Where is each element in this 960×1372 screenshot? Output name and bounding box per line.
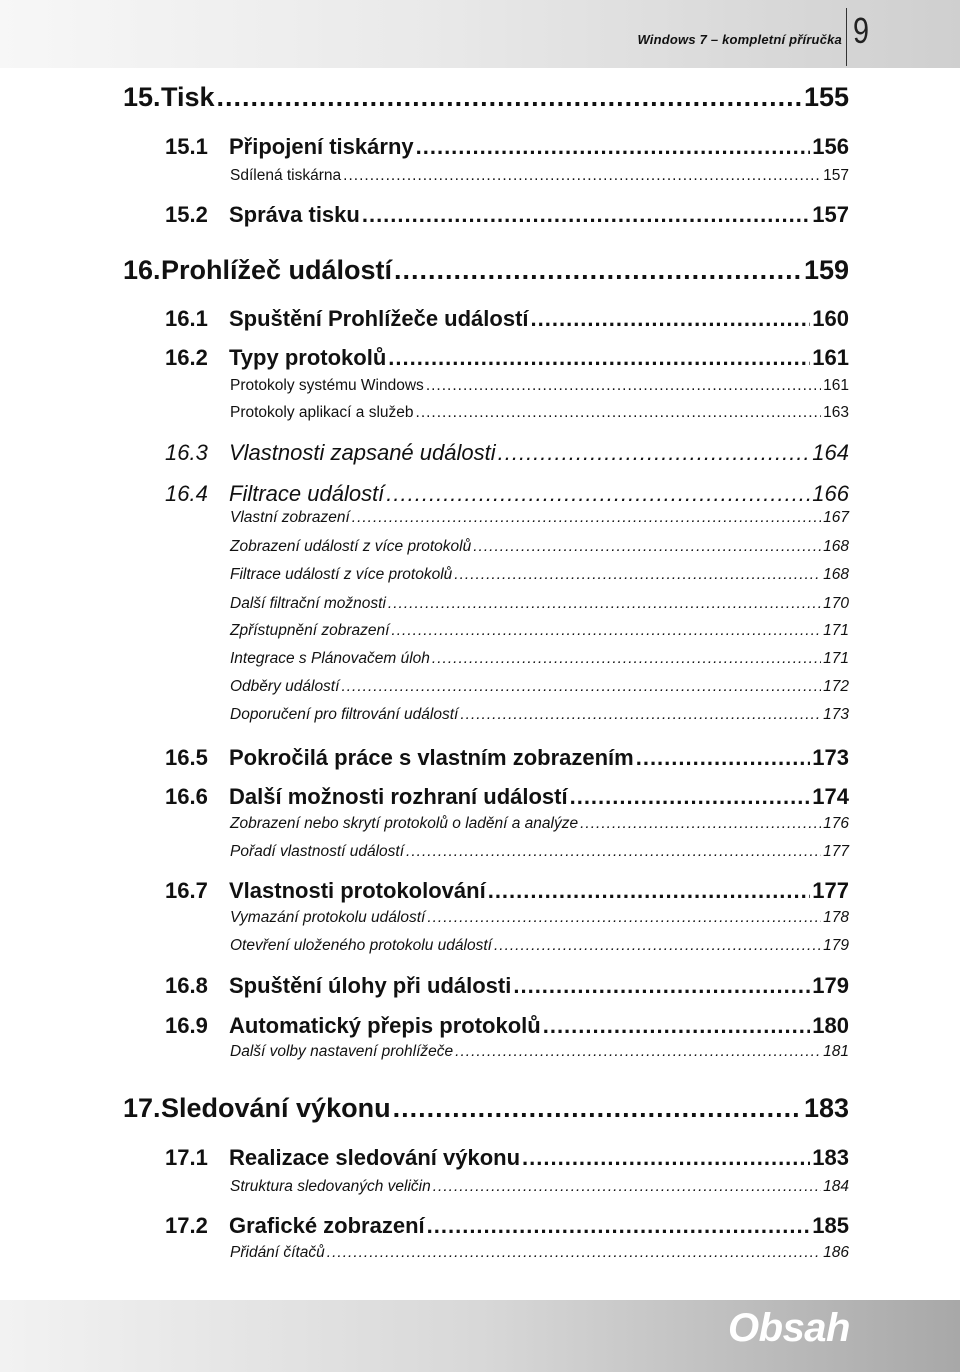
toc-entry xyxy=(165,745,849,771)
toc-leader-dots xyxy=(352,509,821,527)
toc-entry-title: Sledování výkonu xyxy=(161,1093,391,1123)
toc-entry xyxy=(230,404,849,422)
toc-entry-page: 171 xyxy=(823,650,849,667)
toc-entry-title: Automatický přepis protokolů xyxy=(229,1013,541,1038)
toc-entry-title: Otevření uloženého protokolu událostí xyxy=(230,937,492,954)
toc-leader-dots xyxy=(454,566,821,584)
toc-entry xyxy=(230,509,849,527)
toc-entry-title: Doporučení pro filtrování událostí xyxy=(230,706,459,723)
toc-entry-title: Grafické zobrazení xyxy=(229,1213,425,1238)
toc-leader-dots xyxy=(433,1178,821,1196)
toc-entry-number: 15.1 xyxy=(165,134,208,159)
toc-entry-number: 16.9 xyxy=(165,1013,208,1038)
toc-entry-title: Pokročilá práce s vlastním zobrazením xyxy=(229,745,634,770)
toc-entry-page: 164 xyxy=(812,440,849,465)
toc-entry xyxy=(165,973,849,999)
toc-leader-dots xyxy=(217,82,802,113)
toc-entry-title: Prohlížeč událostí xyxy=(161,255,393,285)
toc-entry xyxy=(230,1043,849,1061)
toc-leader-dots xyxy=(343,167,821,185)
toc-entry-title: Spuštění Prohlížeče událostí xyxy=(229,306,529,331)
toc-entry-number: 16.1 xyxy=(165,306,208,331)
toc-leader-dots xyxy=(341,678,821,696)
toc-leader-dots xyxy=(391,622,821,640)
toc-entry-title: Sdílená tiskárna xyxy=(230,167,342,184)
toc-entry xyxy=(230,595,849,613)
toc-leader-dots xyxy=(427,909,821,927)
toc-entry-title: Další volby nastavení prohlížeče xyxy=(230,1043,454,1060)
toc-entry-number: 15. xyxy=(123,82,161,112)
toc-entry xyxy=(230,622,849,640)
toc-entry-page: 186 xyxy=(823,1244,849,1261)
toc-entry-page: 167 xyxy=(823,509,849,526)
toc-entry xyxy=(165,784,849,810)
toc-entry xyxy=(165,440,849,466)
toc-entry-page: 157 xyxy=(812,202,849,227)
toc-entry-page: 179 xyxy=(812,973,849,998)
toc-leader-dots xyxy=(513,973,810,999)
toc-entry-number: 16.8 xyxy=(165,973,208,998)
toc-entry xyxy=(230,1178,849,1196)
toc-entry-page: 173 xyxy=(823,706,849,723)
toc-entry-page: 176 xyxy=(823,815,849,832)
toc-leader-dots xyxy=(386,481,810,507)
toc-entry-page: 183 xyxy=(812,1145,849,1170)
toc-entry xyxy=(230,937,849,955)
toc-entry xyxy=(165,1213,849,1239)
toc-leader-dots xyxy=(427,1213,811,1239)
toc-entry xyxy=(230,815,849,833)
toc-entry-number: 15.2 xyxy=(165,202,208,227)
toc-entry-title: Přidání čítačů xyxy=(230,1244,325,1261)
toc-entry-title: Zobrazení nebo skrytí protokolů o ladění a analýze xyxy=(230,815,579,832)
toc-entry-page: 156 xyxy=(812,134,849,159)
toc-entry-page: 183 xyxy=(803,1093,849,1123)
toc-leader-dots xyxy=(455,1043,821,1061)
toc-entry xyxy=(165,481,849,507)
toc-leader-dots xyxy=(543,1013,811,1039)
toc-entry-title: Spuštění úlohy při události xyxy=(229,973,512,998)
book-title: Windows 7 – kompletní příručka xyxy=(637,32,842,47)
toc-leader-dots xyxy=(388,595,821,613)
toc-leader-dots xyxy=(522,1145,810,1171)
toc-leader-dots xyxy=(362,202,810,228)
toc-entry-page: 168 xyxy=(823,538,849,555)
toc-entry-title: Vlastnosti protokolování xyxy=(229,878,486,903)
toc-entry xyxy=(230,1244,849,1262)
toc-leader-dots xyxy=(498,440,811,466)
toc-entry-number: 16.3 xyxy=(165,440,208,465)
toc-entry-number: 17. xyxy=(123,1093,161,1123)
toc-entry-page: 160 xyxy=(812,306,849,331)
toc-entry xyxy=(230,566,849,584)
toc-entry-number: 17.1 xyxy=(165,1145,208,1170)
toc-leader-dots xyxy=(426,377,821,395)
toc-entry-title: Integrace s Plánovačem úloh xyxy=(230,650,430,667)
toc-entry-page: 178 xyxy=(823,909,849,926)
toc-entry xyxy=(230,167,849,185)
toc-entry-title: Realizace sledování výkonu xyxy=(229,1145,521,1170)
toc-entry xyxy=(230,678,849,696)
toc-leader-dots xyxy=(488,878,811,904)
toc-entry xyxy=(123,255,849,286)
section-label: Obsah xyxy=(728,1306,850,1350)
toc-entry-title: Filtrace událostí z více protokolů xyxy=(230,566,453,583)
toc-entry-title: Tisk xyxy=(161,82,215,112)
toc-leader-dots xyxy=(416,134,811,160)
toc-entry-number: 17.2 xyxy=(165,1213,208,1238)
toc-entry-page: 173 xyxy=(812,745,849,770)
toc-entry-page: 159 xyxy=(803,255,849,285)
toc-entry-title: Vymazání protokolu událostí xyxy=(230,909,426,926)
toc-entry-page: 184 xyxy=(823,1178,849,1195)
toc-entry xyxy=(230,843,849,861)
toc-entry xyxy=(165,134,849,160)
toc-entry-page: 174 xyxy=(812,784,849,809)
toc-entry-title: Struktura sledovaných veličin xyxy=(230,1178,431,1195)
toc-leader-dots xyxy=(416,404,822,422)
toc-entry-page: 180 xyxy=(812,1013,849,1038)
toc-entry-page: 177 xyxy=(823,843,849,860)
toc-entry-number: 16.2 xyxy=(165,345,208,370)
toc-entry-title: Zobrazení událostí z více protokolů xyxy=(230,538,472,555)
toc-entry xyxy=(230,538,849,556)
toc-leader-dots xyxy=(388,345,810,371)
toc-leader-dots xyxy=(473,538,821,556)
toc-entry xyxy=(165,1013,849,1039)
toc-entry xyxy=(230,909,849,927)
page-number: 9 xyxy=(853,10,870,51)
toc-entry-number: 16. xyxy=(123,255,161,285)
toc-leader-dots xyxy=(494,937,821,955)
toc-entry-title: Filtrace událostí xyxy=(229,481,385,506)
toc-entry-title: Vlastní zobrazení xyxy=(230,509,350,526)
toc-entry-title: Vlastnosti zapsané události xyxy=(229,440,496,465)
toc-entry xyxy=(165,345,849,371)
toc-entry xyxy=(230,650,849,668)
toc-entry-page: 168 xyxy=(823,566,849,583)
toc-entry-number: 16.4 xyxy=(165,481,208,506)
toc-leader-dots xyxy=(394,255,802,286)
toc-entry-number: 16.5 xyxy=(165,745,208,770)
toc-entry-page: 185 xyxy=(812,1213,849,1238)
toc-entry-number: 16.6 xyxy=(165,784,208,809)
toc-entry-page: 161 xyxy=(812,345,849,370)
toc-entry-page: 161 xyxy=(823,377,849,394)
toc-entry xyxy=(165,1145,849,1171)
toc-entry xyxy=(165,306,849,332)
toc-entry-page: 163 xyxy=(823,404,849,421)
toc-entry xyxy=(165,878,849,904)
toc-leader-dots xyxy=(570,784,811,810)
toc-entry-page: 179 xyxy=(823,937,849,954)
toc-entry-page: 155 xyxy=(803,82,849,112)
toc-entry-title: Zpřístupnění zobrazení xyxy=(230,622,390,639)
toc-entry-title: Další filtrační možnosti xyxy=(230,595,386,612)
toc-entry xyxy=(123,82,849,113)
toc-entry-page: 166 xyxy=(812,481,849,506)
toc-entry-title: Protokoly aplikací a služeb xyxy=(230,404,414,421)
toc-entry-title: Protokoly systému Windows xyxy=(230,377,424,394)
toc-leader-dots xyxy=(432,650,821,668)
toc-leader-dots xyxy=(327,1244,821,1262)
toc-entry-title: Pořadí vlastností událostí xyxy=(230,843,405,860)
toc-leader-dots xyxy=(531,306,811,332)
toc-entry-title: Odběry událostí xyxy=(230,678,340,695)
toc-entry-number: 16.7 xyxy=(165,878,208,903)
toc-entry xyxy=(123,1093,849,1124)
toc-entry-title: Připojení tiskárny xyxy=(229,134,414,159)
toc-entry-page: 171 xyxy=(823,622,849,639)
toc-entry-page: 157 xyxy=(823,167,849,184)
toc-entry xyxy=(230,377,849,395)
toc-entry-title: Další možnosti rozhraní událostí xyxy=(229,784,568,809)
toc-leader-dots xyxy=(636,745,811,771)
toc-entry-page: 172 xyxy=(823,678,849,695)
toc-entry-title: Typy protokolů xyxy=(229,345,387,370)
toc-entry-page: 181 xyxy=(823,1043,849,1060)
toc-leader-dots xyxy=(580,815,821,833)
toc-entry-page: 177 xyxy=(812,878,849,903)
toc-entry xyxy=(165,202,849,228)
toc-leader-dots xyxy=(393,1093,802,1124)
toc-entry xyxy=(230,706,849,724)
toc-entry-page: 170 xyxy=(823,595,849,612)
toc-leader-dots xyxy=(406,843,821,861)
toc-entry-title: Správa tisku xyxy=(229,202,360,227)
toc-leader-dots xyxy=(460,706,821,724)
